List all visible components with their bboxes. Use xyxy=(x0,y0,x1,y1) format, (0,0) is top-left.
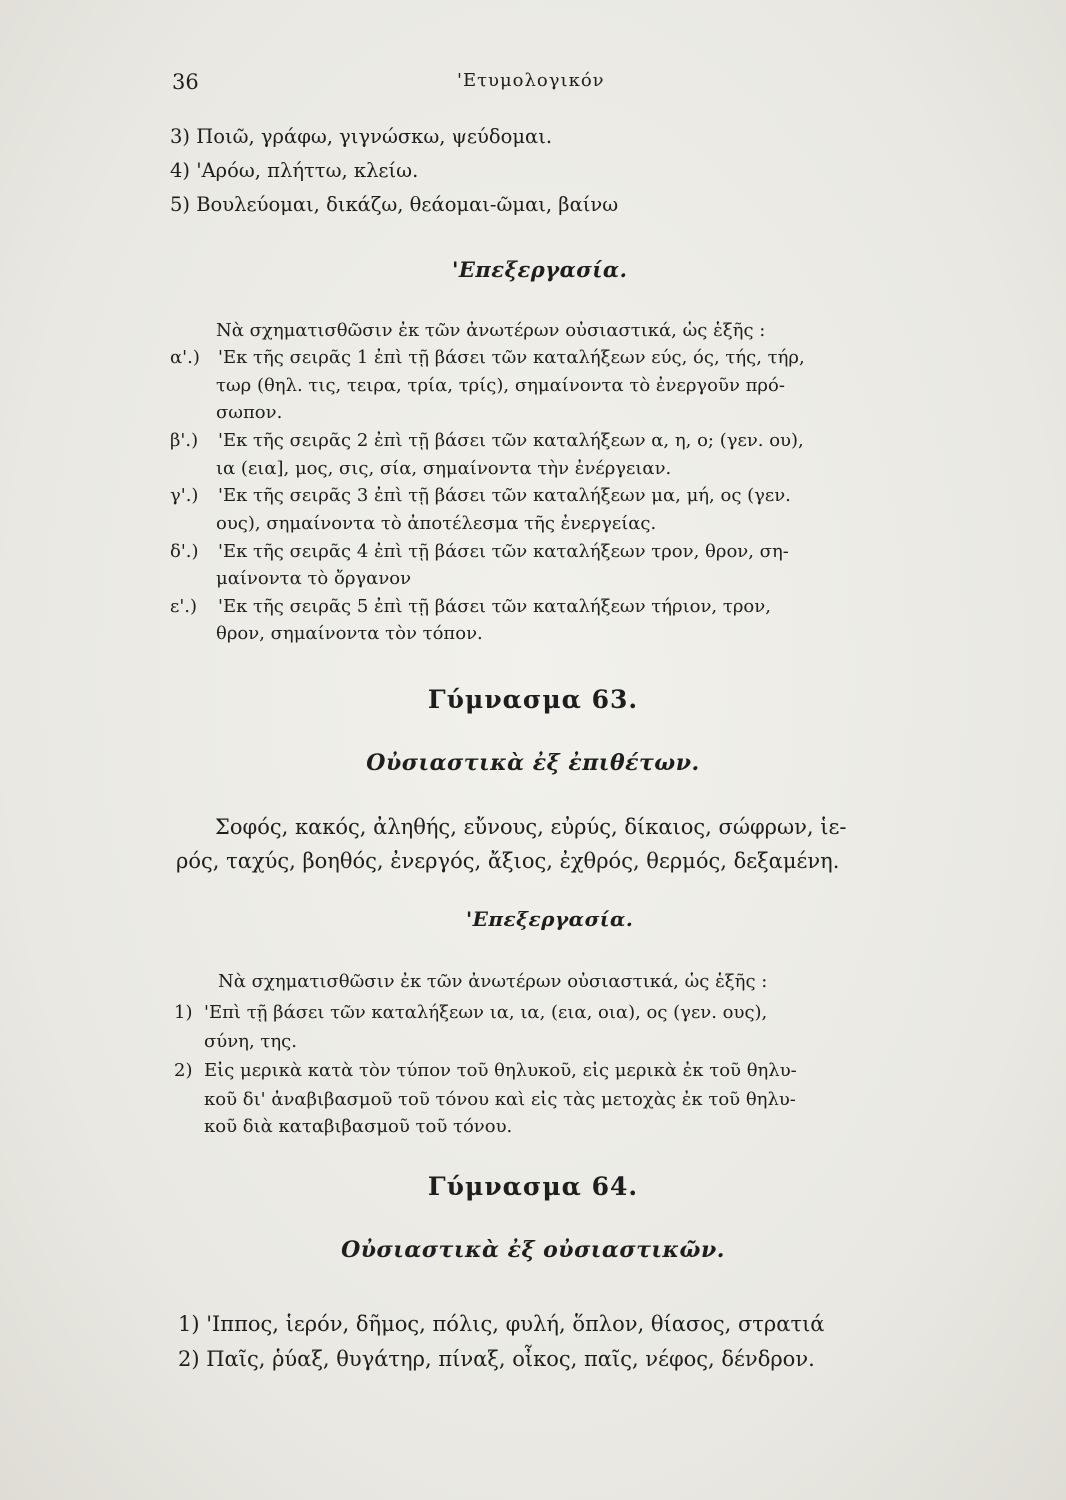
exercise-63-title: Γύμνασμα 63. xyxy=(427,685,639,714)
item-number: 2) xyxy=(174,1060,193,1081)
list-item: 4) 'Αρόω, πλήττω, κλείω. xyxy=(170,159,419,182)
section-title: 'Επεξεργασία. xyxy=(452,257,628,282)
running-title: 'Ετυμολογικόν xyxy=(457,70,605,91)
item-line: 'Εκ τῆς σειρᾶς 4 ἐπὶ τῇ βάσει τῶν καταλήξεων τρον, θρον, ση- xyxy=(218,541,789,562)
text-line: Σοφός, κακός, ἀληθής, εὔνους, εὐρύς, δίκαιος, σώφρων, ἱε- xyxy=(215,815,847,839)
exercise-64-subtitle: Οὐσιαστικὰ ἐξ οὐσιαστικῶν. xyxy=(341,1237,725,1263)
item-line: κοῦ διὰ καταβιβασμοῦ τοῦ τόνου. xyxy=(204,1116,513,1137)
list-item: 5) Βουλεύομαι, δικάζω, θεάομαι-ῶμαι, βαίνω xyxy=(170,193,619,216)
item-line: σωπον. xyxy=(216,402,283,423)
exercise-63-subtitle: Οὐσιαστικὰ ἐξ ἐπιθέτων. xyxy=(366,750,700,776)
item-line: σύνη, της. xyxy=(204,1031,297,1052)
item-line: 'Εκ τῆς σειρᾶς 3 ἐπὶ τῇ βάσει τῶν καταλήξεων μα, μή, ος (γεν. xyxy=(218,485,791,506)
exercise-64-title: Γύμνασμα 64. xyxy=(427,1172,639,1201)
elaboration-intro: Νὰ σχηματισθῶσιν ἐκ τῶν ἀνωτέρων οὐσιαστικά, ὡς ἑξῆς : xyxy=(218,971,768,992)
item-number: ε'.) xyxy=(170,596,198,617)
item-number: 1) xyxy=(174,1002,193,1023)
item-number: α'.) xyxy=(170,347,200,368)
item-number: β'.) xyxy=(170,430,199,451)
item-line: 'Εκ τῆς σειρᾶς 5 ἐπὶ τῇ βάσει τῶν καταλήξεων τήριον, τρον, xyxy=(218,596,771,617)
item-number: γ'.) xyxy=(170,485,199,506)
item-line: κοῦ δι' ἀναβιβασμοῦ τοῦ τόνου καὶ εἰς τὰς μετοχὰς ἐκ τοῦ θηλυ- xyxy=(204,1089,796,1110)
item-number: δ'.) xyxy=(170,541,199,562)
text-line: ρός, ταχύς, βοηθός, ἐνεργός, ἄξιος, ἐχθρός, θερμός, δεξαμένη. xyxy=(176,849,840,873)
item-line: 'Εκ τῆς σειρᾶς 2 ἐπὶ τῇ βάσει τῶν καταλήξεων α, η, ο; (γεν. ου), xyxy=(218,430,804,451)
item-line: 'Εκ τῆς σειρᾶς 1 ἐπὶ τῇ βάσει τῶν καταλήξεων εύς, ός, τής, τήρ, xyxy=(218,347,805,368)
item-line: ους), σημαίνοντα τὸ ἀποτέλεσμα τῆς ἐνεργείας. xyxy=(216,513,657,534)
list-item: 3) Ποιῶ, γράφω, γιγνώσκω, ψεύδομαι. xyxy=(170,125,553,148)
item-line: 'Επὶ τῇ βάσει τῶν καταλήξεων ια, ια, (εια, οια), ος (γεν. ους), xyxy=(204,1002,768,1023)
elaboration-title: 'Επεξεργασία. xyxy=(466,907,634,931)
item-line: τωρ (θηλ. τις, τειρα, τρία, τρίς), σημαίνοντα τὸ ἐνεργοῦν πρό- xyxy=(216,375,785,396)
section-intro: Νὰ σχηματισθῶσιν ἐκ τῶν ἀνωτέρων οὐσιαστικά, ὡς ἑξῆς : xyxy=(216,320,766,341)
item-line: μαίνοντα τὸ ὄργανον xyxy=(216,568,412,589)
item-line: Εἰς μερικὰ κατὰ τὸν τύπον τοῦ θηλυκοῦ, εἰς μερικὰ ἐκ τοῦ θηλυ- xyxy=(204,1060,797,1081)
item-line: ια (εια], μος, σις, σία, σημαίνοντα τὴν ἐνέργειαν. xyxy=(216,458,672,479)
list-item: 2) Παῖς, ῥύαξ, θυγάτηρ, πίναξ, οἶκος, παῖς, νέφος, δένδρον. xyxy=(178,1347,815,1371)
item-line: θρον, σημαίνοντα τὸν τόπον. xyxy=(216,623,483,644)
page-number: 36 xyxy=(172,70,199,94)
list-item: 1) 'Ιππος, ἱερόν, δῆμος, πόλις, φυλή, ὅπλον, θίασος, στρατιά xyxy=(178,1312,825,1336)
